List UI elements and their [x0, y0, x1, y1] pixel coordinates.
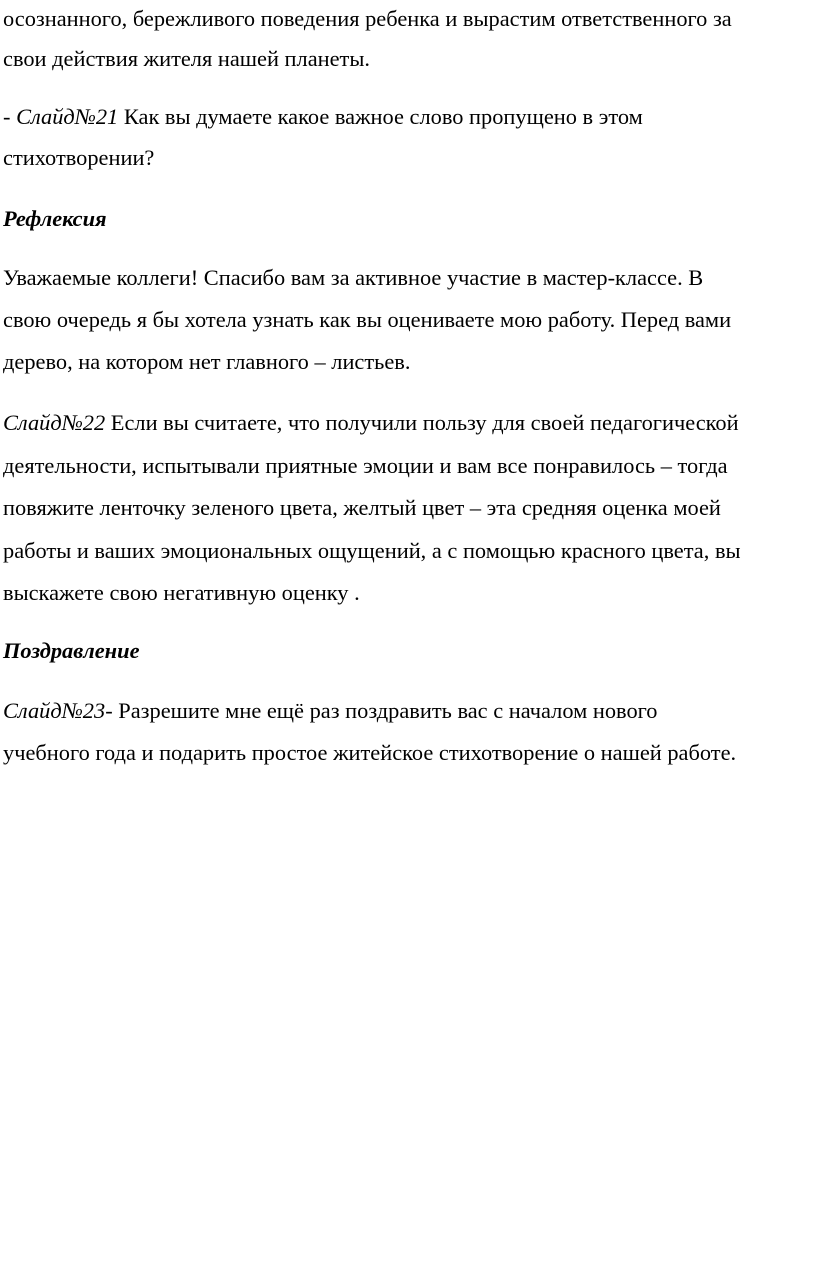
slide21-line-2 [3, 145, 154, 171]
reflection-line-3 [3, 349, 410, 375]
slide22-text-2: деятельности, испытывали приятные эмоции и вам все понравилось – тогда [3, 453, 728, 478]
slide22-line-5 [3, 580, 360, 606]
slide22-line-4 [3, 538, 741, 564]
slide21-text-1: Как вы думаете какое важное слово пропущено в этом [118, 104, 643, 129]
intro-line-2 [3, 46, 370, 72]
slide23-line-1 [3, 698, 657, 724]
slide21-dash: - [3, 104, 17, 129]
slide22-line-2 [3, 453, 728, 479]
slide23-text-1: - Разрешите мне ещё раз поздравить вас с началом нового [105, 698, 658, 723]
slide22-text-4: работы и ваших эмоциональных ощущений, а с помощью красного цвета, вы [3, 538, 741, 563]
reflection-line-1 [3, 265, 703, 291]
reflection-line-2 [3, 307, 731, 333]
slide22-line-3 [3, 495, 721, 521]
slide22-line-1 [3, 410, 739, 436]
reflection-heading: Рефлексия [3, 206, 107, 231]
slide23-line-2 [3, 740, 736, 766]
slide22-text-1: Если вы считаете, что получили пользу для своей педагогической [105, 410, 739, 435]
slide21-line-1 [3, 104, 643, 130]
slide22-text-5: выскажете свою негативную оценку . [3, 580, 360, 605]
intro-text-2: свои действия жителя нашей планеты. [3, 46, 370, 71]
slide21-label: Слайд№21 [16, 104, 119, 129]
reflection-text-3: дерево, на котором нет главного – листьев. [3, 349, 411, 374]
slide21-text-2: стихотворении? [3, 145, 155, 170]
slide22-text-3: повяжите ленточку зеленого цвета, желтый цвет – эта средняя оценка моей [3, 495, 721, 520]
congrats-heading: Поздравление [3, 638, 140, 663]
slide23-text-2: учебного года и подарить простое житейское стихотворение о нашей работе. [3, 740, 737, 765]
reflection-text-1: Уважаемые коллеги! Спасибо вам за активное участие в мастер-классе. В [3, 265, 704, 290]
intro-text-1: осознанного, бережливого поведения ребенка и вырастим ответственного за [3, 6, 732, 31]
slide22-label: Слайд№22 [3, 410, 106, 435]
reflection-text-2: свою очередь я бы хотела узнать как вы оцениваете мою работу. Перед вами [3, 307, 732, 332]
slide23-label: Слайд№23 [3, 698, 106, 723]
intro-line-1 [3, 6, 732, 32]
